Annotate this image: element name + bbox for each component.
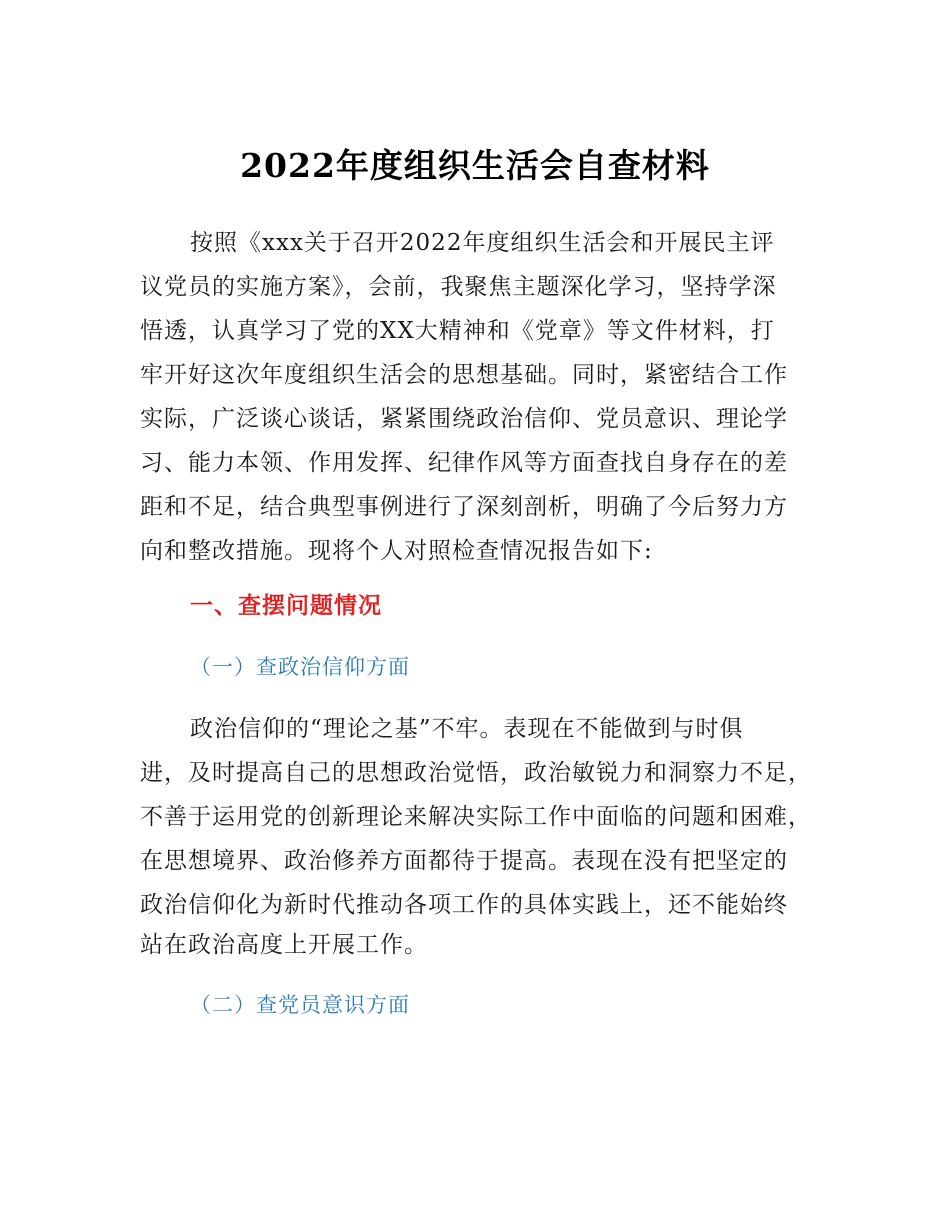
belief-line-4: 在思想境界、政治修养方面都待于提高。表现在没有把坚定的 [140, 848, 788, 874]
belief-line-3: 不善于运用党的创新理论来解决实际工作中面临的问题和困难， [140, 804, 812, 830]
section-heading-problems: 一、查摆问题情况 [190, 593, 382, 619]
document-title: 2022年度组织生活会自查材料 [240, 146, 710, 185]
intro-line-4: 牢开好这次年度组织生活会的思想基础。同时，紧密结合工作 [140, 362, 788, 388]
intro-line-2: 议党员的实施方案》，会前，我聚焦主题深化学习，坚持学深 [140, 274, 777, 300]
belief-line-5: 政治信仰化为新时代推动各项工作的具体实践上，还不能始终 [140, 892, 788, 918]
intro-line-6: 习、能力本领、作用发挥、纪律作风等方面查找自身存在的差 [140, 450, 788, 476]
subsection-heading-party-awareness: （二）查党员意识方面 [190, 993, 410, 1017]
intro-line-7: 距和不足，结合典型事例进行了深刻剖析，明确了今后努力方 [140, 494, 788, 520]
belief-line-1: 政治信仰的“理论之基”不牢。表现在不能做到与时俱 [190, 716, 744, 742]
belief-line-2: 进，及时提高自己的思想政治觉悟，政治敏锐力和洞察力不足， [140, 760, 812, 786]
intro-line-8: 向和整改措施。现将个人对照检查情况报告如下: [140, 538, 653, 564]
subsection-heading-political-belief: （一）查政治信仰方面 [190, 655, 410, 679]
intro-line-1: 按照《xxx关于召开2022年度组织生活会和开展民主评 [190, 230, 775, 256]
belief-line-6: 站在政治高度上开展工作。 [140, 932, 428, 958]
intro-line-5: 实际，广泛谈心谈话，紧紧围绕政治信仰、党员意识、理论学 [140, 406, 788, 432]
intro-line-3: 悟透，认真学习了党的XX大精神和《党章》等文件材料，打 [140, 318, 775, 344]
